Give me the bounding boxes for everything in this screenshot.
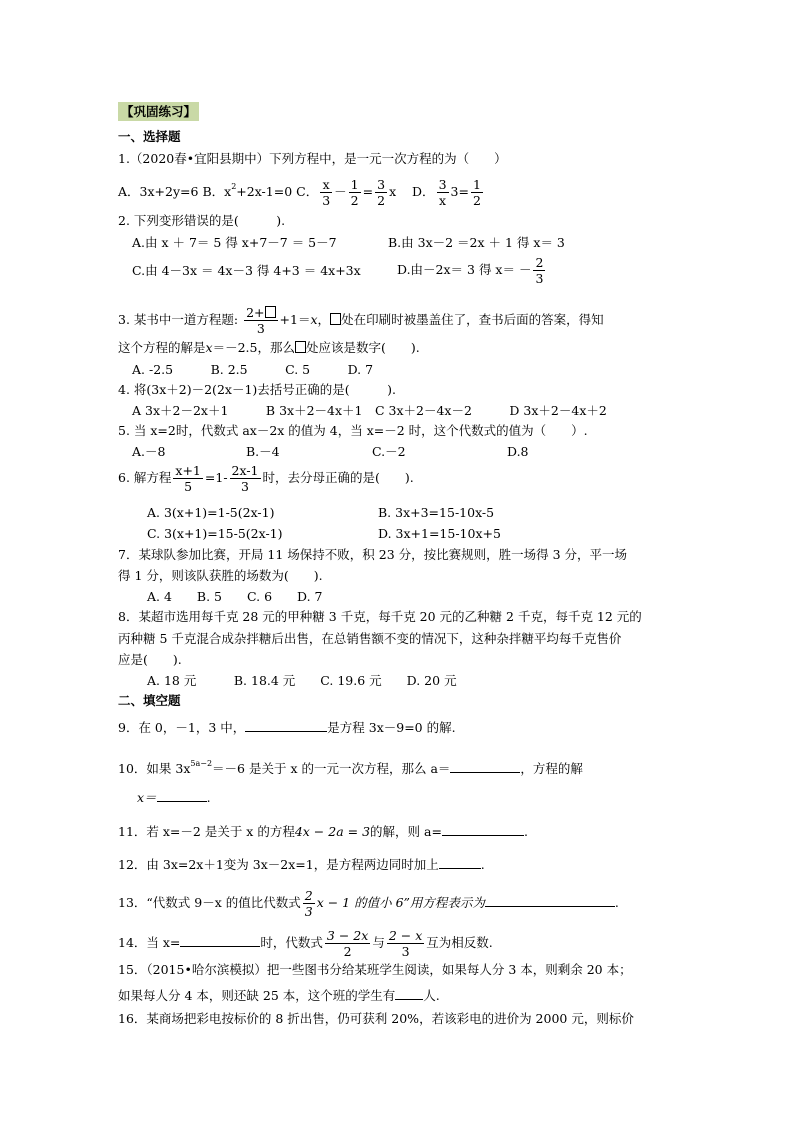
q1-opt-b: B．x <box>202 184 232 199</box>
q11-line: 11．若 x=－2 是关于 x 的方程4x − 2a = 3的解，则 a= . <box>118 824 528 839</box>
q14-frac2: $\frac{2 - x}{3}$ <box>388 928 423 959</box>
q12-line: 12．由 3x=2x＋1变为 3x－2x=1，是方程两边同时加上 . <box>118 857 485 872</box>
q6-opt-c: C. 3(x+1)=15-5(2x-1) <box>147 526 283 541</box>
q1-c-frac3: $\frac{3}{2}$ <box>377 177 386 208</box>
q3-frac: $\frac{2+}{3}$ <box>244 305 277 336</box>
q14-frac1: $\frac{3 - 2x}{2}$ <box>326 928 369 959</box>
q2-stem: 2. 下列变形错误的是( ). <box>118 213 286 228</box>
q7-line1: 7．某球队参加比赛，开局 11 场保持不败，积 23 分，按比赛规则，胜一场得 3 分，平一场 <box>118 547 628 562</box>
covered-box-icon <box>295 341 306 353</box>
q6-frac2: $\frac{2x-1}{3}$ <box>231 463 259 494</box>
covered-box-icon <box>330 313 341 325</box>
choice-section-title: 一、选择题 <box>118 129 181 144</box>
answer-blank[interactable] <box>245 718 327 732</box>
q7-line2: 得 1 分，则该队获胜的场数为( ). <box>118 568 323 583</box>
q6-opt-a: A. 3(x+1)=1-5(2x-1) <box>147 505 275 520</box>
q1-opt-a: A．3x+2y=6 <box>118 184 199 199</box>
q6-opt-d: D. 3x+1=15-10x+5 <box>378 526 501 541</box>
q1-d-frac1: $\frac{3}{x}$ <box>438 177 447 208</box>
q2-opt-a: A.由 x ＋ 7＝ 5 得 x+7－7 ＝ 5－7 <box>132 235 337 250</box>
q6-stem: 6. 解方程 $\frac{x+1}{5}$ =1- $\frac{2x-1}{3}$ 时，去分母正确的是( ). <box>118 463 414 494</box>
q1-opt-d: D． <box>412 184 435 199</box>
answer-blank[interactable] <box>395 986 423 1000</box>
q9-line: 9．在 0，－1，3 中， 是方程 3x－9=0 的解. <box>118 720 456 735</box>
q2-opt-b: B.由 3x－2 ＝2x ＋ 1 得 x＝ 3 <box>388 235 565 250</box>
q5-opt-c: C.－2 <box>372 444 406 459</box>
q1-stem: 1.（2020春•宜阳县期中）下列方程中，是一元一次方程的为（ ） <box>118 151 507 166</box>
fill-section-title: 二、填空题 <box>118 693 181 708</box>
answer-blank[interactable] <box>180 933 260 947</box>
q1-opt-c: C． <box>296 184 319 199</box>
q1-options: A．3x+2y=6 B．$x^2+2x-1=0$ C． $\frac{x}{3}$ － $\frac{1}{2}$ = $\frac{3}{2}$ x D． $\frac{3}{x}$ 3= $\frac{1}{2}$ <box>118 177 481 208</box>
q5-opt-d: D.8 <box>507 444 529 459</box>
answer-blank[interactable] <box>442 822 524 836</box>
q10-line2: x＝ . <box>137 790 211 805</box>
q2-opt-d: D.由－2x＝ 3 得 x＝ － $\frac{2}{3}$ <box>397 255 544 286</box>
q1-c-frac2: $\frac{1}{2}$ <box>350 177 359 208</box>
q13-frac: $\frac{2}{3}$ <box>304 888 313 919</box>
q10-line1: 10．如果 $3x^{5a-2}=-6$ 是关于 x 的一元一次方程，那么 a＝ ，方程的解 <box>118 759 583 776</box>
q4-stem: 4. 将(3x＋2)－2(2x－1)去括号正确的是( ). <box>118 382 396 397</box>
q5-opt-a: A.－8 <box>132 444 166 459</box>
covered-box-icon <box>265 306 276 318</box>
q5-stem: 5. 当 x=2时，代数式 ax－2x 的值为 4，当 x=－2 时，这个代数式的值为（ ）. <box>118 423 588 438</box>
q15-line1: 15．（2015•哈尔滨模拟）把一些图书分给某班学生阅读，如果每人分 3 本，则剩余 20 本； <box>118 962 632 977</box>
q1-d-frac2: $\frac{1}{2}$ <box>472 177 481 208</box>
answer-blank[interactable] <box>439 855 481 869</box>
q2-d-frac: $\frac{2}{3}$ <box>535 255 544 286</box>
answer-blank[interactable] <box>157 788 207 802</box>
q14-line: 14．当 x= 时，代数式 $\frac{3 - 2x}{2}$ 与 $\frac{2 - x}{3}$ 互为相反数. <box>118 928 493 959</box>
q10-exponent: 5a−2 <box>190 759 213 768</box>
q1-opt-b-sup: 2 <box>231 182 237 191</box>
q6-opt-b: B. 3x+3=15-10x-5 <box>378 505 495 520</box>
q1-c-frac1: $\frac{x}{3}$ <box>322 177 331 208</box>
q3-line1: 3. 某书中一道方程题: $\frac{2+}{3}$ +1＝x， 处在印刷时被墨盖住了，查书后面的答案，得知 <box>118 305 604 336</box>
section-header: 【巩固练习】 <box>118 102 199 121</box>
q8-options: A. 18 元 B. 18.4 元 C. 19.6 元 D. 20 元 <box>147 673 457 688</box>
q15-line2: 如果每人分 4 本，则还缺 25 本，这个班的学生有 人. <box>118 988 440 1003</box>
q16-line1: 16．某商场把彩电按标价的 8 折出售，仍可获利 20%，若该彩电的进价为 2000 元，则标价 <box>118 1011 634 1026</box>
q5-opt-b: B.－4 <box>246 444 280 459</box>
q4-options: A 3x＋2－2x＋1 B 3x＋2－4x＋1 C 3x＋2－4x－2 D 3x＋2－4x＋2 <box>132 403 607 418</box>
q1-opt-b-rest: +2x-1=0 <box>236 184 293 199</box>
q13-line: 13．“代数式 9－x 的值比代数式 $\frac{2}{3}$ x − 1 的值小 6”用方程表示为 . <box>118 888 619 919</box>
q8-line2: 丙种糖 5 千克混合成杂拌糖后出售，在总销售额不变的情况下，这种杂拌糖平均每千克售价 <box>118 631 622 646</box>
q8-line3: 应是( ). <box>118 652 182 667</box>
q6-frac1: $\frac{x+1}{5}$ <box>175 463 201 494</box>
answer-blank[interactable] <box>450 759 520 773</box>
q7-options: A. 4 B. 5 C. 6 D. 7 <box>147 589 323 604</box>
q8-line1: 8．某超市选用每千克 28 元的甲种糖 3 千克，每千克 20 元的乙种糖 2 千克，每千克 12 元的 <box>118 609 642 624</box>
q2-opt-c: C.由 4－3x ＝ 4x－3 得 4+3 ＝ 4x+3x <box>132 263 361 278</box>
answer-blank[interactable] <box>485 893 615 907</box>
q3-options: A. -2.5 B. 2.5 C. 5 D. 7 <box>132 362 374 377</box>
q3-line2: 这个方程的解是x＝－2.5，那么 处应该是数字( ). <box>118 340 420 355</box>
